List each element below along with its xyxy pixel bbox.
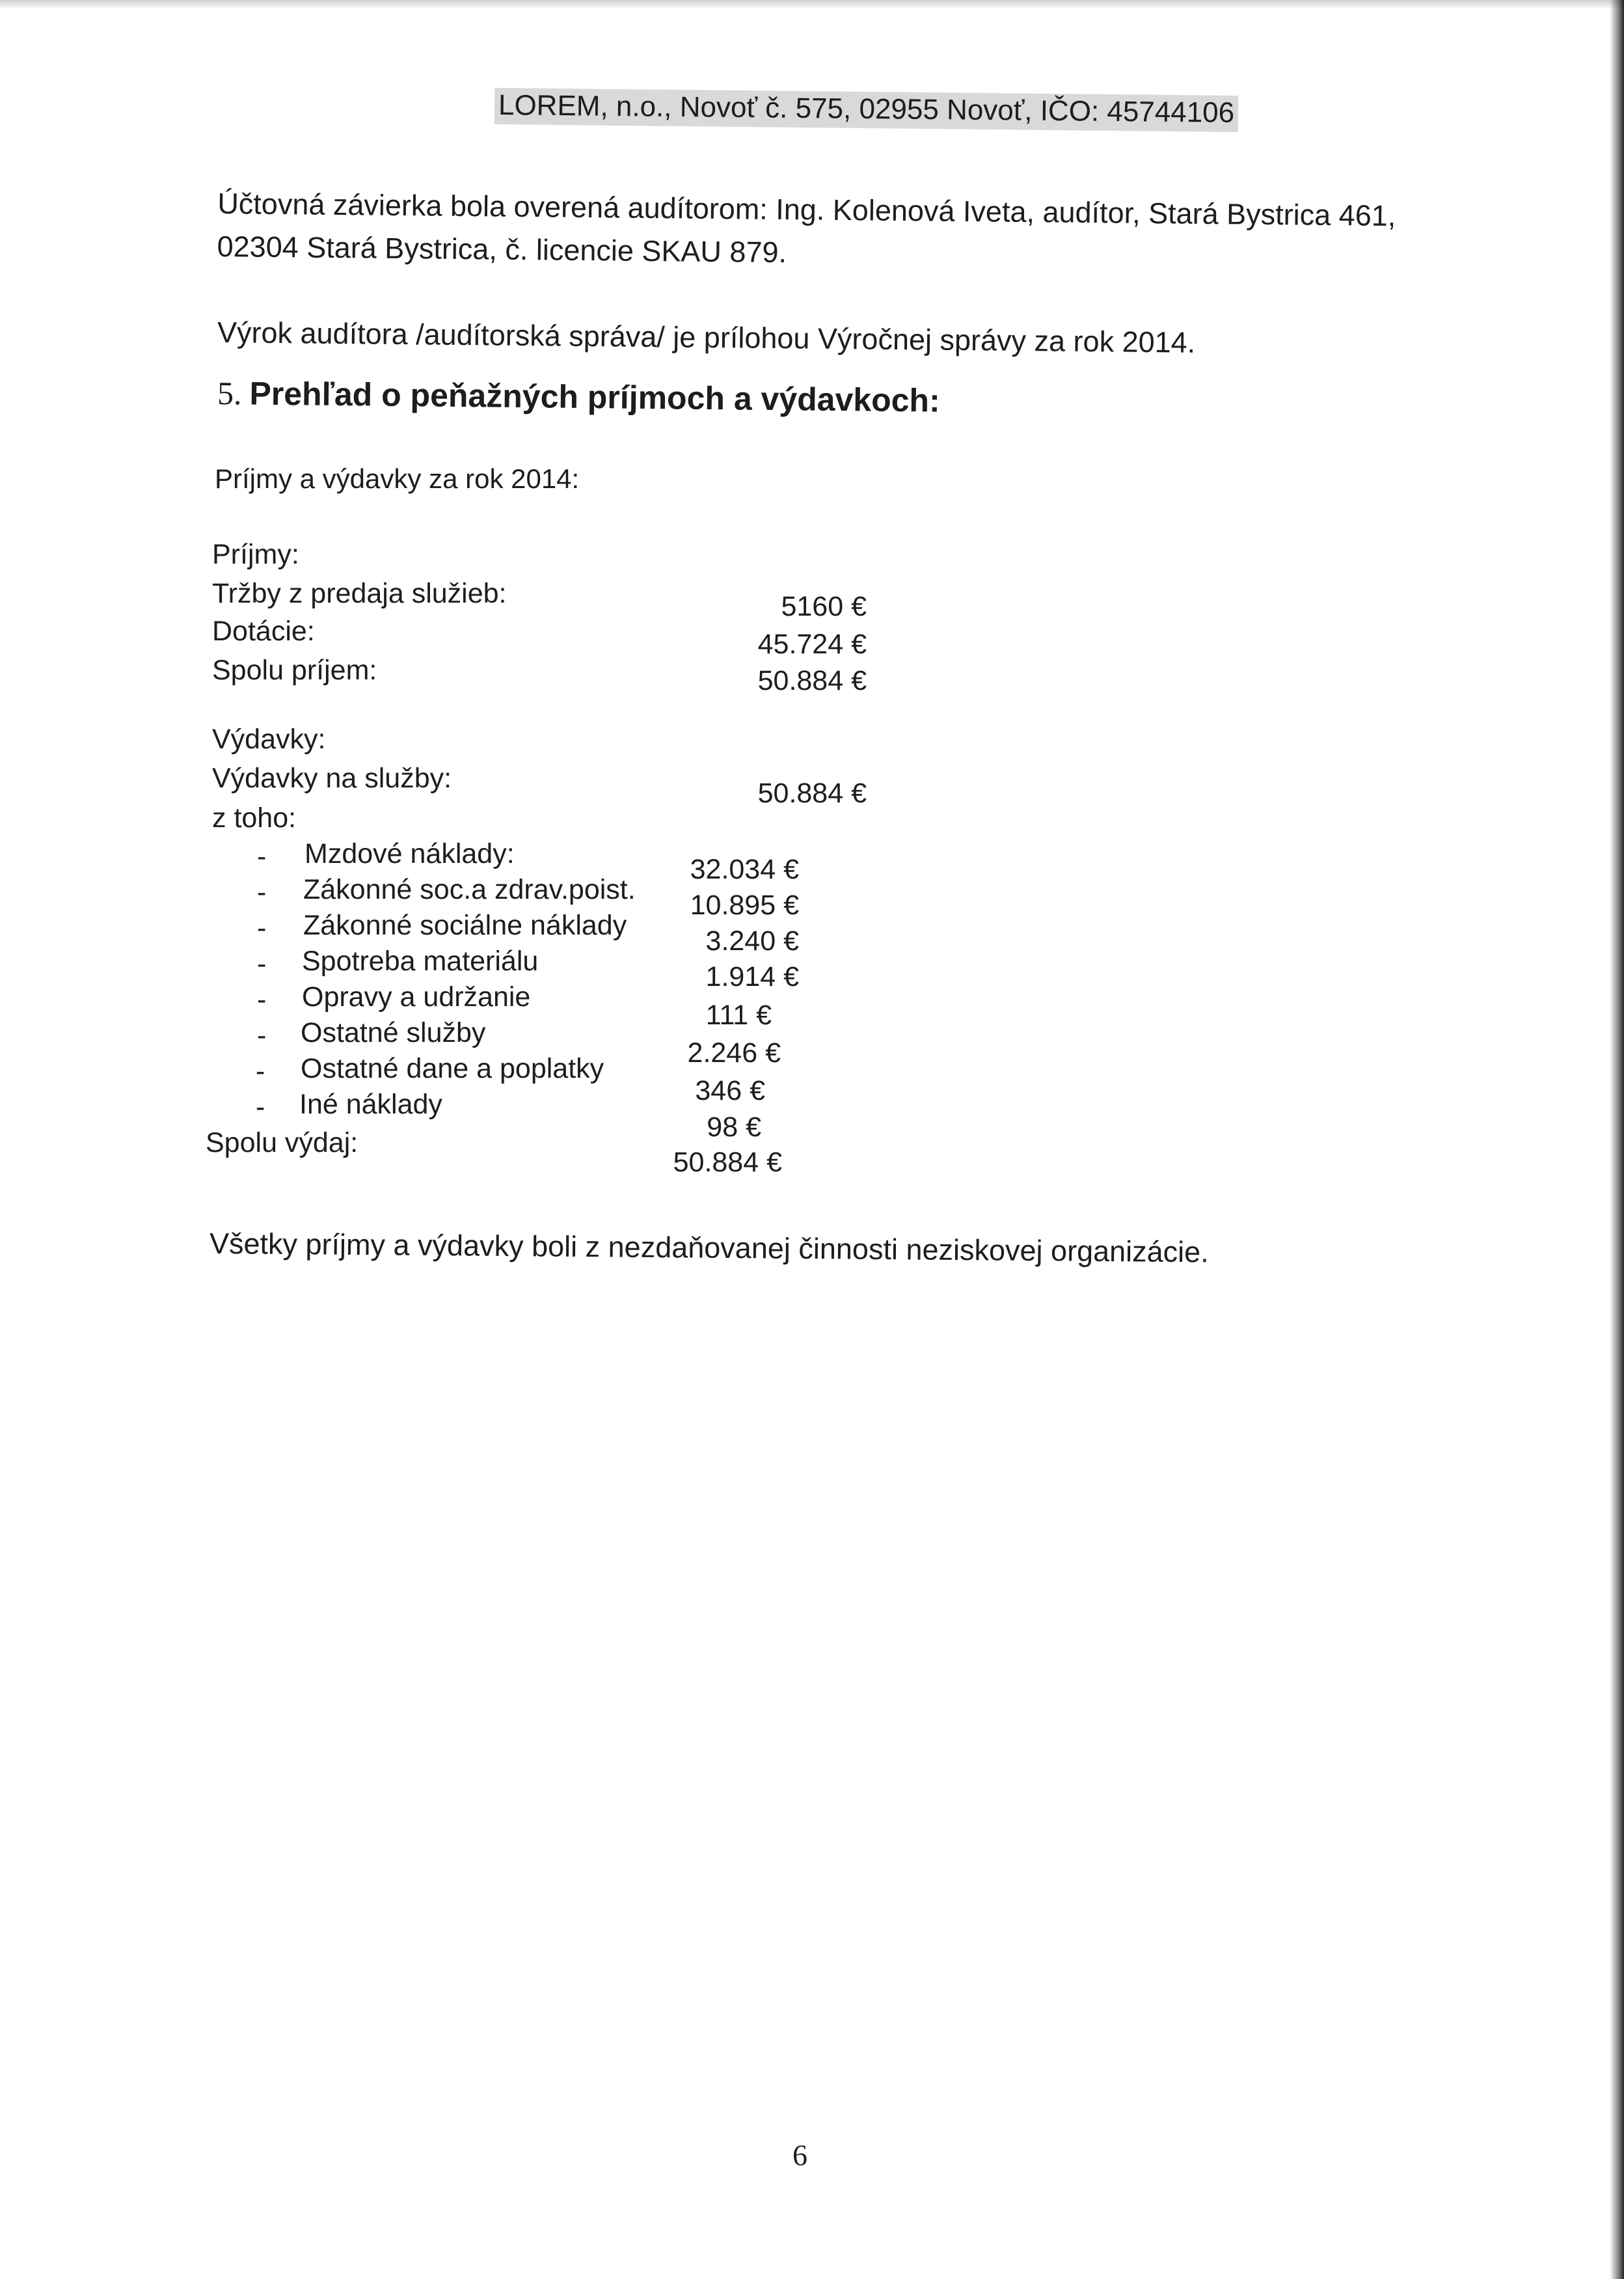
expense-item-label: Mzdové náklady:	[304, 838, 515, 869]
expense-item-label: Ostatné dane a poplatky	[301, 1053, 604, 1084]
audit-statement	[217, 182, 1396, 280]
expenses-services-label: Výdavky na služby:	[212, 763, 452, 794]
audit-statement-line-1: Účtovná závierka bola overená audítorom: Ing. Kolenová Iveta, audítor, Stará Bystrica 461,	[217, 187, 1396, 232]
expense-item-label: Ostatné služby	[301, 1017, 486, 1048]
expenses-heading: Výdavky:	[212, 724, 326, 755]
expense-item-value: 98 €	[707, 1112, 761, 1143]
expense-item-label: Zákonné soc.a zdrav.poist.	[303, 874, 636, 905]
income-row-label: Dotácie:	[212, 616, 315, 647]
expense-item-label: Opravy a udržanie	[302, 981, 531, 1013]
organization-header: LOREM, n.o., Novoť č. 575, 02955 Novoť, IČO: 45744106	[494, 88, 1239, 132]
auditor-opinion: Výrok audítora /audítorská správa/ je prílohou Výročnej správy za rok 2014.	[217, 316, 1196, 359]
income-row-label: Tržby z predaja služieb:	[212, 578, 507, 609]
section-subtitle: Príjmy a výdavky za rok 2014:	[215, 463, 580, 494]
expense-item-value: 32.034 €	[690, 854, 799, 885]
income-row-value: 5160 €	[781, 591, 867, 622]
scan-top-shadow	[0, 0, 1624, 9]
expenses-total-value: 50.884 €	[673, 1147, 782, 1178]
section-title: Prehľad o peňažných príjmoch a výdavkoch:	[249, 375, 940, 419]
income-row-value: 45.724 €	[757, 629, 867, 660]
expense-item-dash: -	[257, 912, 267, 944]
expense-item-dash: -	[256, 1056, 265, 1087]
expense-item-dash: -	[257, 984, 267, 1015]
income-total-value: 50.884 €	[757, 665, 867, 696]
footer-note: Všetky príjmy a výdavky boli z nezdaňovanej činnosti neziskovej organizácie.	[209, 1227, 1209, 1269]
scan-right-edge-shadow	[1610, 0, 1624, 2279]
expense-item-dash: -	[257, 877, 267, 908]
income-total-label: Spolu príjem:	[212, 655, 377, 686]
expense-item-dash: -	[257, 948, 267, 979]
expense-item-value: 1.914 €	[705, 961, 799, 992]
expense-item-value: 2.246 €	[687, 1037, 781, 1069]
expense-item-dash: -	[257, 1020, 267, 1051]
expense-item-label: Iné náklady	[299, 1089, 442, 1120]
expense-item-dash: -	[256, 1091, 265, 1123]
expense-item-label: Zákonné sociálne náklady	[303, 910, 627, 941]
section-heading	[217, 374, 940, 420]
audit-statement-line-2: 02304 Stará Bystrica, č. licencie SKAU 879.	[217, 229, 787, 269]
section-number: 5.	[217, 375, 242, 412]
expenses-services-value: 50.884 €	[757, 778, 867, 809]
expenses-of-which: z toho:	[212, 802, 297, 834]
income-heading: Príjmy:	[212, 539, 299, 570]
expense-item-dash: -	[257, 841, 267, 872]
expense-item-label: Spotreba materiálu	[302, 946, 539, 977]
expense-item-value: 3.240 €	[705, 925, 799, 957]
expenses-total-label: Spolu výdaj:	[206, 1127, 359, 1158]
expense-item-value: 111 €	[705, 1000, 772, 1031]
page-number: 6	[792, 2138, 807, 2172]
expense-item-value: 10.895 €	[690, 890, 799, 921]
expense-item-value: 346 €	[695, 1075, 765, 1106]
